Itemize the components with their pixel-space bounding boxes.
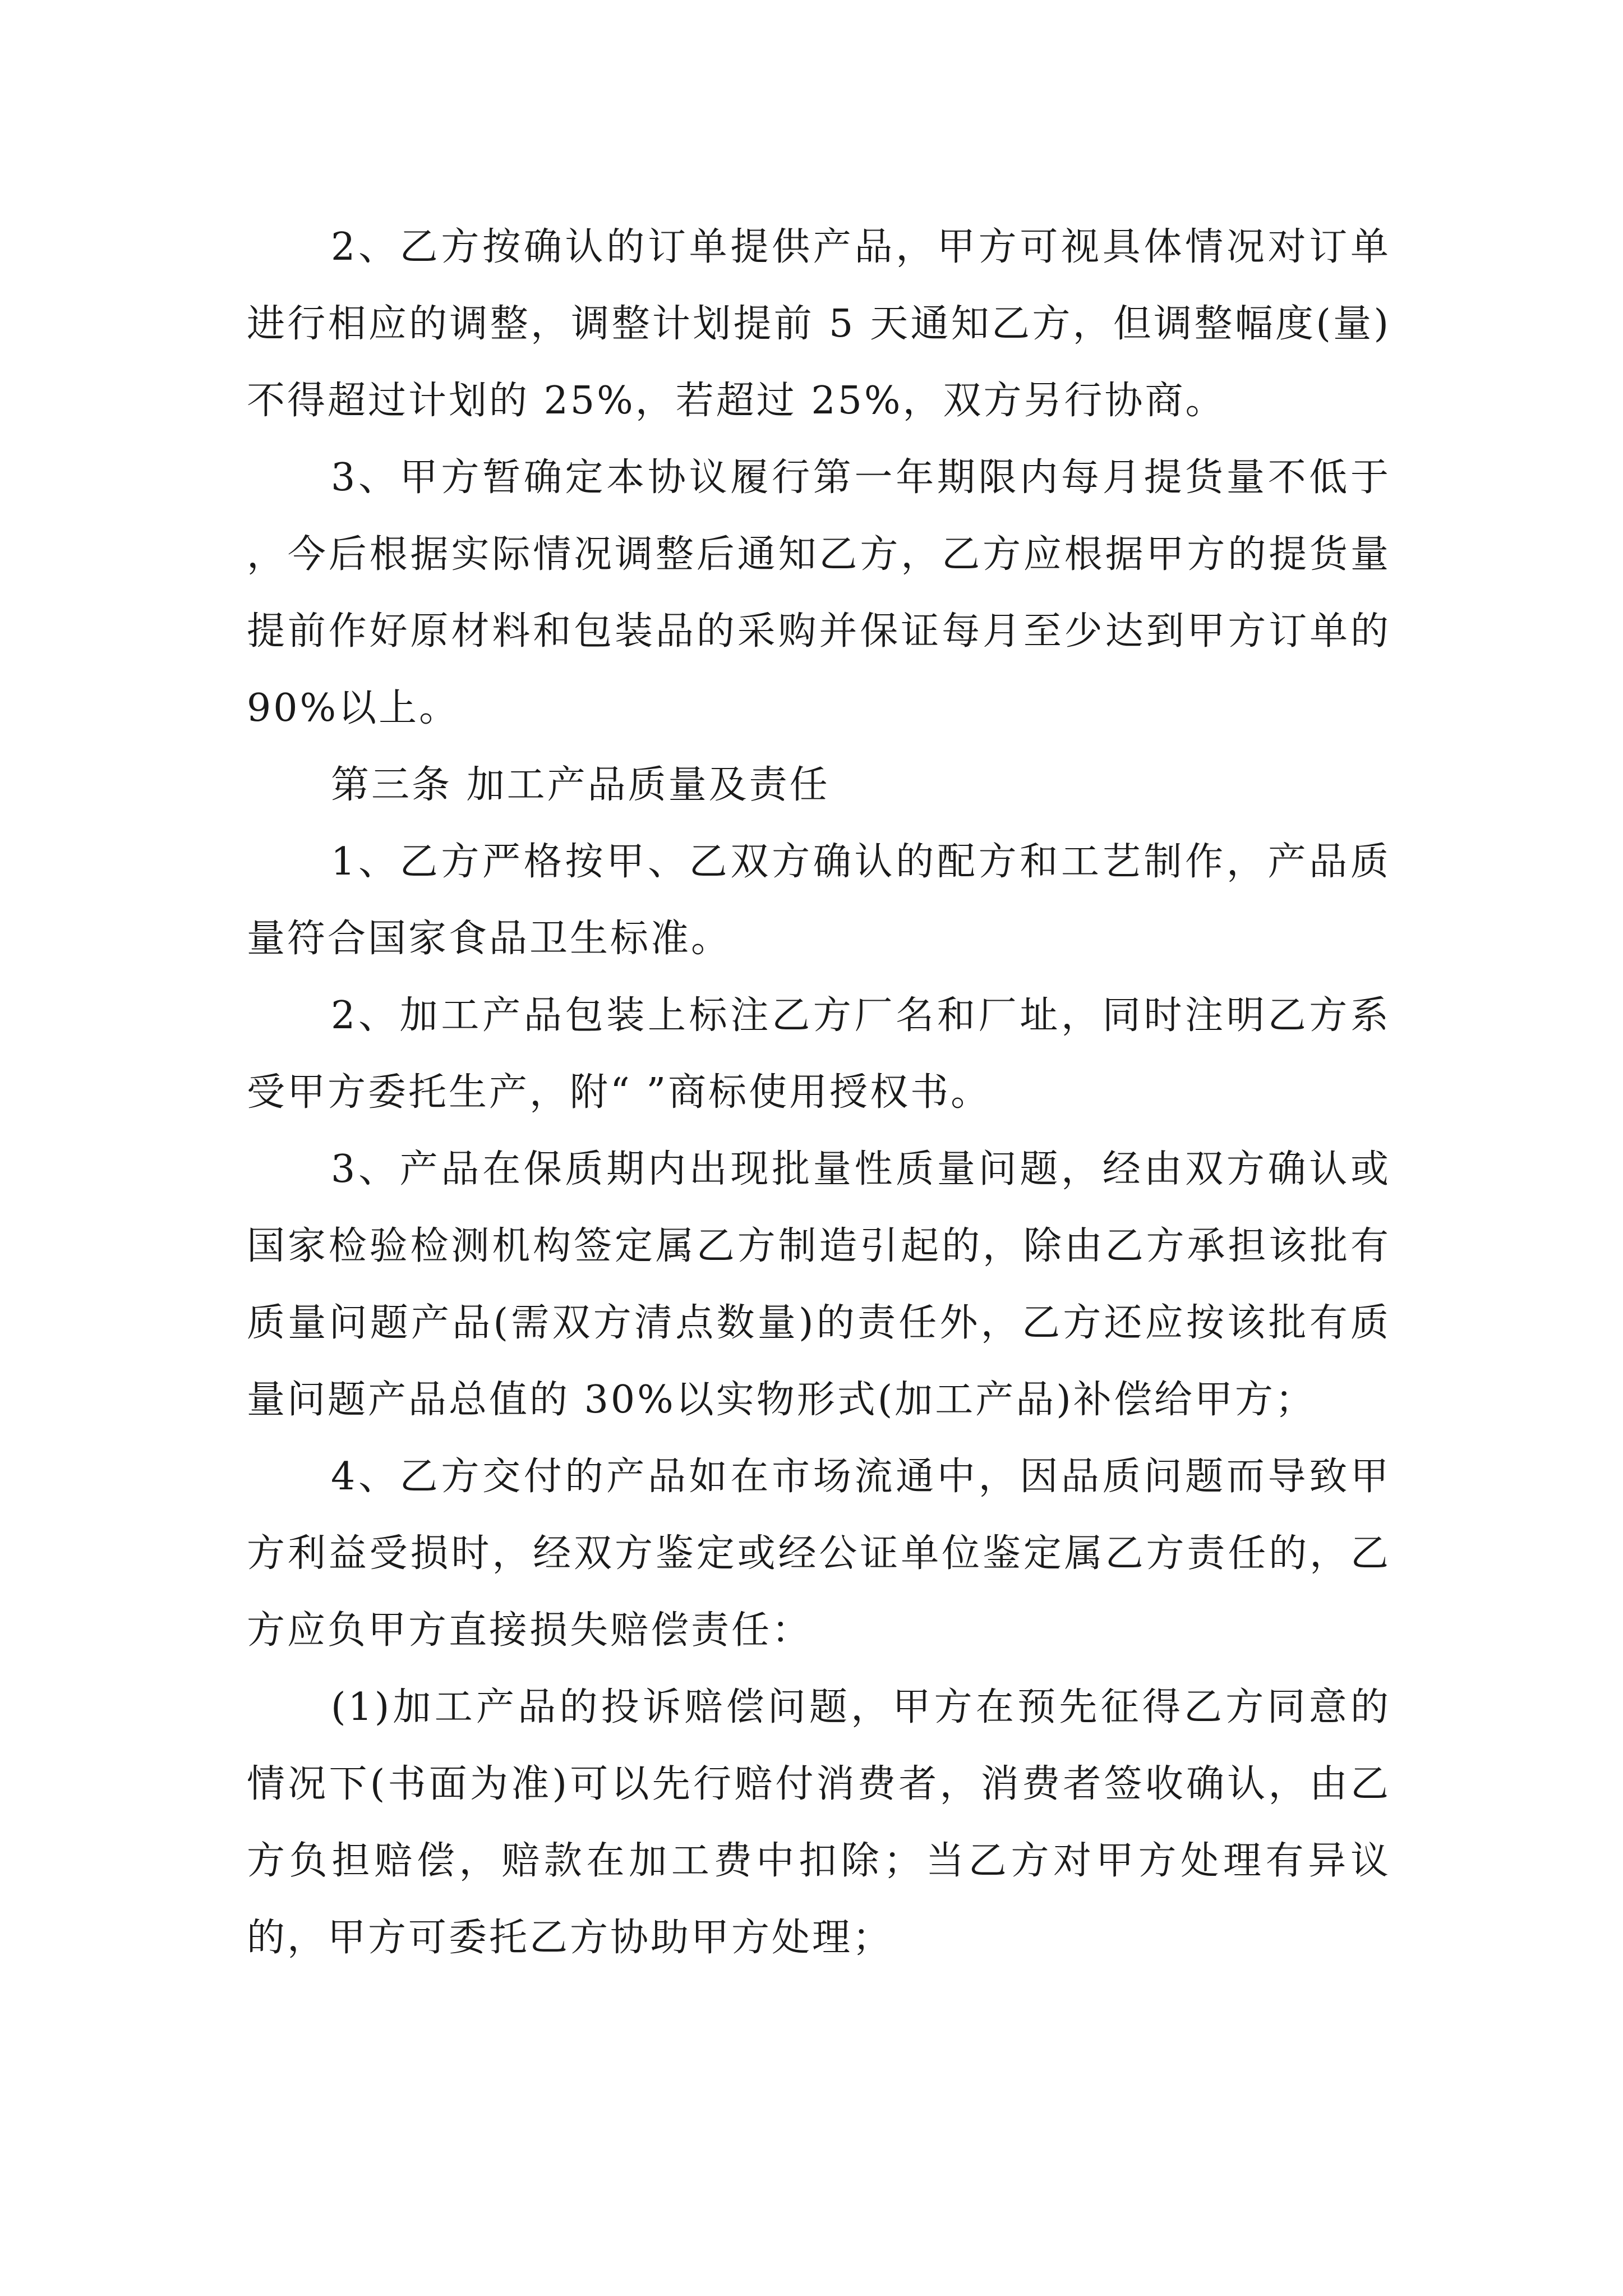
paragraph-packaging-label: 2、加工产品包装上标注乙方厂名和厂址，同时注明乙方系受甲方委托生产，附“ ”商标使用授权书。 bbox=[247, 993, 1391, 1115]
section-heading-article-3: 第三条 加工产品质量及责任 bbox=[331, 763, 830, 807]
paragraph-complaint-compensation: (1)加工产品的投诉赔偿问题，甲方在预先征得乙方同意的情况下(书面为准)可以先行赔付消费者，消费者签收确认，由乙方负担赔偿，赔款在加工费中扣除；当乙方对甲方处理有异议的，甲方可委托乙方协助甲方处理； bbox=[247, 1685, 1391, 1960]
paragraph-market-liability: 4、乙方交付的产品如在市场流通中，因品质问题而导致甲方利益受损时，经双方鉴定或经公证单位鉴定属乙方责任的，乙方应负甲方直接损失赔偿责任： bbox=[247, 1455, 1391, 1653]
paragraph-batch-quality-issue: 3、产品在保质期内出现批量性质量问题，经由双方确认或国家检验检测机构签定属乙方制造引起的，除由乙方承担该批有质量问题产品(需双方清点数量)的责任外，乙方还应按该批有质量问题产品总值的 30%以实物形式(加工产品)补偿给甲方； bbox=[247, 1147, 1391, 1422]
paragraph-order-adjustment: 2、乙方按确认的订单提供产品，甲方可视具体情况对订单进行相应的调整，调整计划提前 5 天通知乙方，但调整幅度(量)不得超过计划的 25%，若超过 25%，双方另行协商。 bbox=[247, 225, 1391, 423]
paragraph-monthly-volume: 3、甲方暂确定本协议履行第一年期限内每月提货量不低于 ，今后根据实际情况调整后通知乙方，乙方应根据甲方的提货量提前作好原材料和包装品的采购并保证每月至少达到甲方订单的 90%以上。 bbox=[247, 455, 1391, 730]
contract-body bbox=[247, 209, 1391, 1976]
paragraph-formula-quality: 1、乙方严格按甲、乙双方确认的配方和工艺制作，产品质量符合国家食品卫生标准。 bbox=[247, 840, 1391, 961]
